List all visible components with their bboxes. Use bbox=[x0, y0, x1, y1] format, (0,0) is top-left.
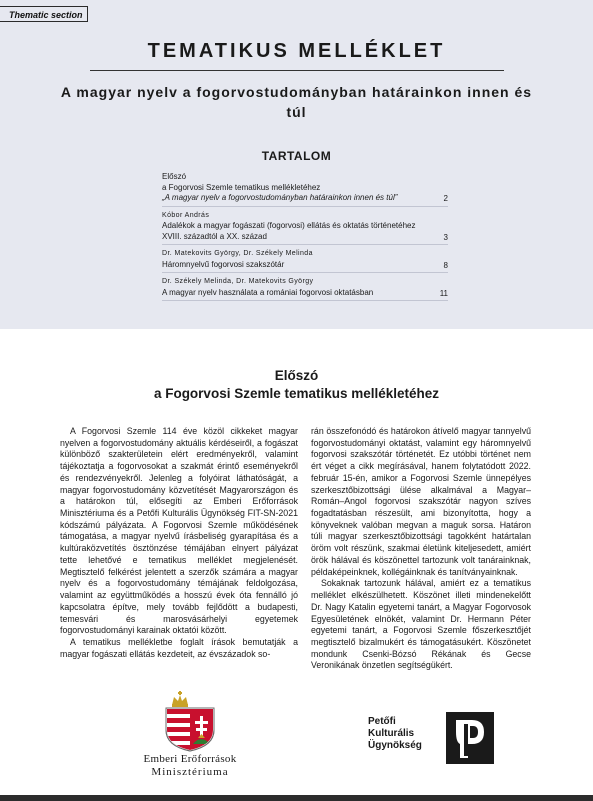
ministry-logo bbox=[110, 690, 270, 780]
toc-page-number: 2 bbox=[443, 194, 448, 203]
petofi-agency-logo bbox=[368, 712, 508, 767]
hungarian-coat-of-arms-icon bbox=[162, 690, 218, 752]
table-of-contents bbox=[162, 172, 448, 301]
main-title: TEMATIKUS MELLÉKLET bbox=[147, 40, 446, 62]
subtitle: A magyar nyelv a fogorvostudományban határainkon innen és túl bbox=[60, 84, 533, 120]
section-tag: Thematic section bbox=[0, 6, 88, 22]
agency-name-line: Petőfi bbox=[368, 716, 396, 727]
toc-page-number: 11 bbox=[439, 288, 448, 298]
preface-paragraph: A tematikus mellékletbe foglalt írások bemutatják a magyar fogászati ellátás kezdeteit, az évszázadok so- bbox=[60, 636, 298, 659]
footer-bar bbox=[0, 795, 593, 801]
toc-page-number: 3 bbox=[443, 232, 448, 242]
toc-entry[interactable] bbox=[162, 273, 448, 301]
toc-entry-title: XVIII. századtól a XX. század bbox=[162, 231, 267, 241]
preface-paragraph: A Fogorvosi Szemle 114 éve közöl cikkeket magyar nyelven a fogorvostudomány aktuális kérdéseiről, a fogászat különböző szakterületein elért eredményekről, valamint tájékoztatja a fogorvosokat a szakmát érintő eseményekről és rendezvényekről. Jelenleg a folyóirat láthatóságát, a magyar fogorvostudomány közvetítését Magyarországon és a határokon túl, elősegíti az Emberi Erőforrások Minisztériuma és a Petőfi Kulturális Ügynökség FIT-SN-2021 kódszámú pályázata. A Fogorvosi Szemle működésének támogatása, a magyar nyelvű írásbeliség gyarapítása és a kultúraközvetítés ösztönzése témájában elnyert pályázat tette lehetővé e tematikus melléklet megjelenését. Megtisztelő felkérést jelentett a szerzők számára a magyar nyelv és a fogorvostudomány témájának feldolgozása, valamint az együttműködés a hosszú évek óta fennálló jó kapcsolatra építve, mely tovább fejlődött a budapesti, temesvári és marosvásárhelyi egyetemek fogorvostudományi karainak oktatói között. bbox=[60, 426, 298, 636]
toc-entry-title: A magyar nyelv használata a romániai fogorvosi oktatásban bbox=[162, 287, 374, 297]
pka-logo-mark-icon bbox=[446, 712, 494, 764]
toc-entry[interactable] bbox=[162, 207, 448, 246]
toc-page-number: 8 bbox=[443, 260, 448, 270]
toc-entry-title: Háromnyelvű fogorvosi szakszótár bbox=[162, 259, 285, 269]
toc-entry-title: „A magyar nyelv a fogorvostudományban határainkon innen és túl” bbox=[162, 193, 398, 202]
toc-entry[interactable] bbox=[162, 172, 448, 207]
preface-left-column bbox=[60, 426, 298, 660]
toc-heading: TARTALOM bbox=[261, 149, 332, 163]
agency-name-line: Ügynökség bbox=[368, 740, 422, 751]
toc-entry[interactable] bbox=[162, 245, 448, 273]
toc-entry-author: Dr. Székely Melinda, Dr. Matekovits György bbox=[162, 278, 314, 285]
preface-title-line: Előszó bbox=[274, 368, 319, 383]
preface-right-column bbox=[311, 426, 531, 672]
toc-entry-author: Dr. Matekovits György, Dr. Székely Melinda bbox=[162, 250, 313, 257]
preface-title-line: a Fogorvosi Szemle tematikus mellékletéhez bbox=[153, 386, 440, 401]
preface-paragraph: rán összefonódó és határokon átívelő magyar tannyelvű fogorvostudományi oktatást, valamint egy háromnyelvű fogorvosi szakszótár történetét. Ez utóbbi történet nem ért véget a cikk megírásával, hanem folytatódott 2022. február 15-én, amikor a Fogorvosi Szemle ünnepélyes szerkesztőbizottsági ülése alkalmával a Magyar–Román–Angol fogorvosi szakszótár nagyon szíves fogadtatásban részesült, ami bizonyította, hogy a könyveknek valóban megvan a maguk sorsa. Határon túli magyar szerkesztőbizottsági tagokként határtalan öröm volt részünk, szakmai életünk kiteljesedett, amiért örök hálával és köszönettel tartozunk volt tanárainknak, példaképeinknek, kollégáinknak és tanítványainknak. bbox=[311, 426, 531, 577]
toc-entry-author: Kóbor András bbox=[162, 211, 210, 219]
agency-name-line: Kulturális bbox=[368, 728, 415, 739]
ministry-name-line: Minisztériuma bbox=[151, 766, 229, 778]
ministry-name-line: Emberi Erőforrások bbox=[143, 753, 237, 765]
title-divider bbox=[90, 70, 504, 71]
toc-entry-title: Előszó bbox=[162, 172, 187, 181]
preface-title bbox=[0, 367, 593, 403]
toc-entry-title: Adalékok a magyar fogászati (fogorvosi) ellátás és oktatás történetéhez bbox=[162, 221, 416, 230]
preface-paragraph: Sokaknak tartozunk hálával, amiért ez a tematikus melléklet elkészülhetett. Köszönet illeti mindenekelőtt Dr. Nagy Katalin egyetemi tanárt, a Magyar Fogorvosok Egyesületének elnökét, valamint Dr. Hermann Péter egyetemi tanárt, a Fogorvosi Szemle főszerkesztőjét megtisztelő bizalmukért és támogatásukért. Köszönetet mondunk Csenki-Bózsó Rékának és Gecse Veronikának önzetlen segítségükért. bbox=[311, 578, 531, 671]
toc-entry-title: a Fogorvosi Szemle tematikus mellékletéhez bbox=[162, 182, 321, 192]
